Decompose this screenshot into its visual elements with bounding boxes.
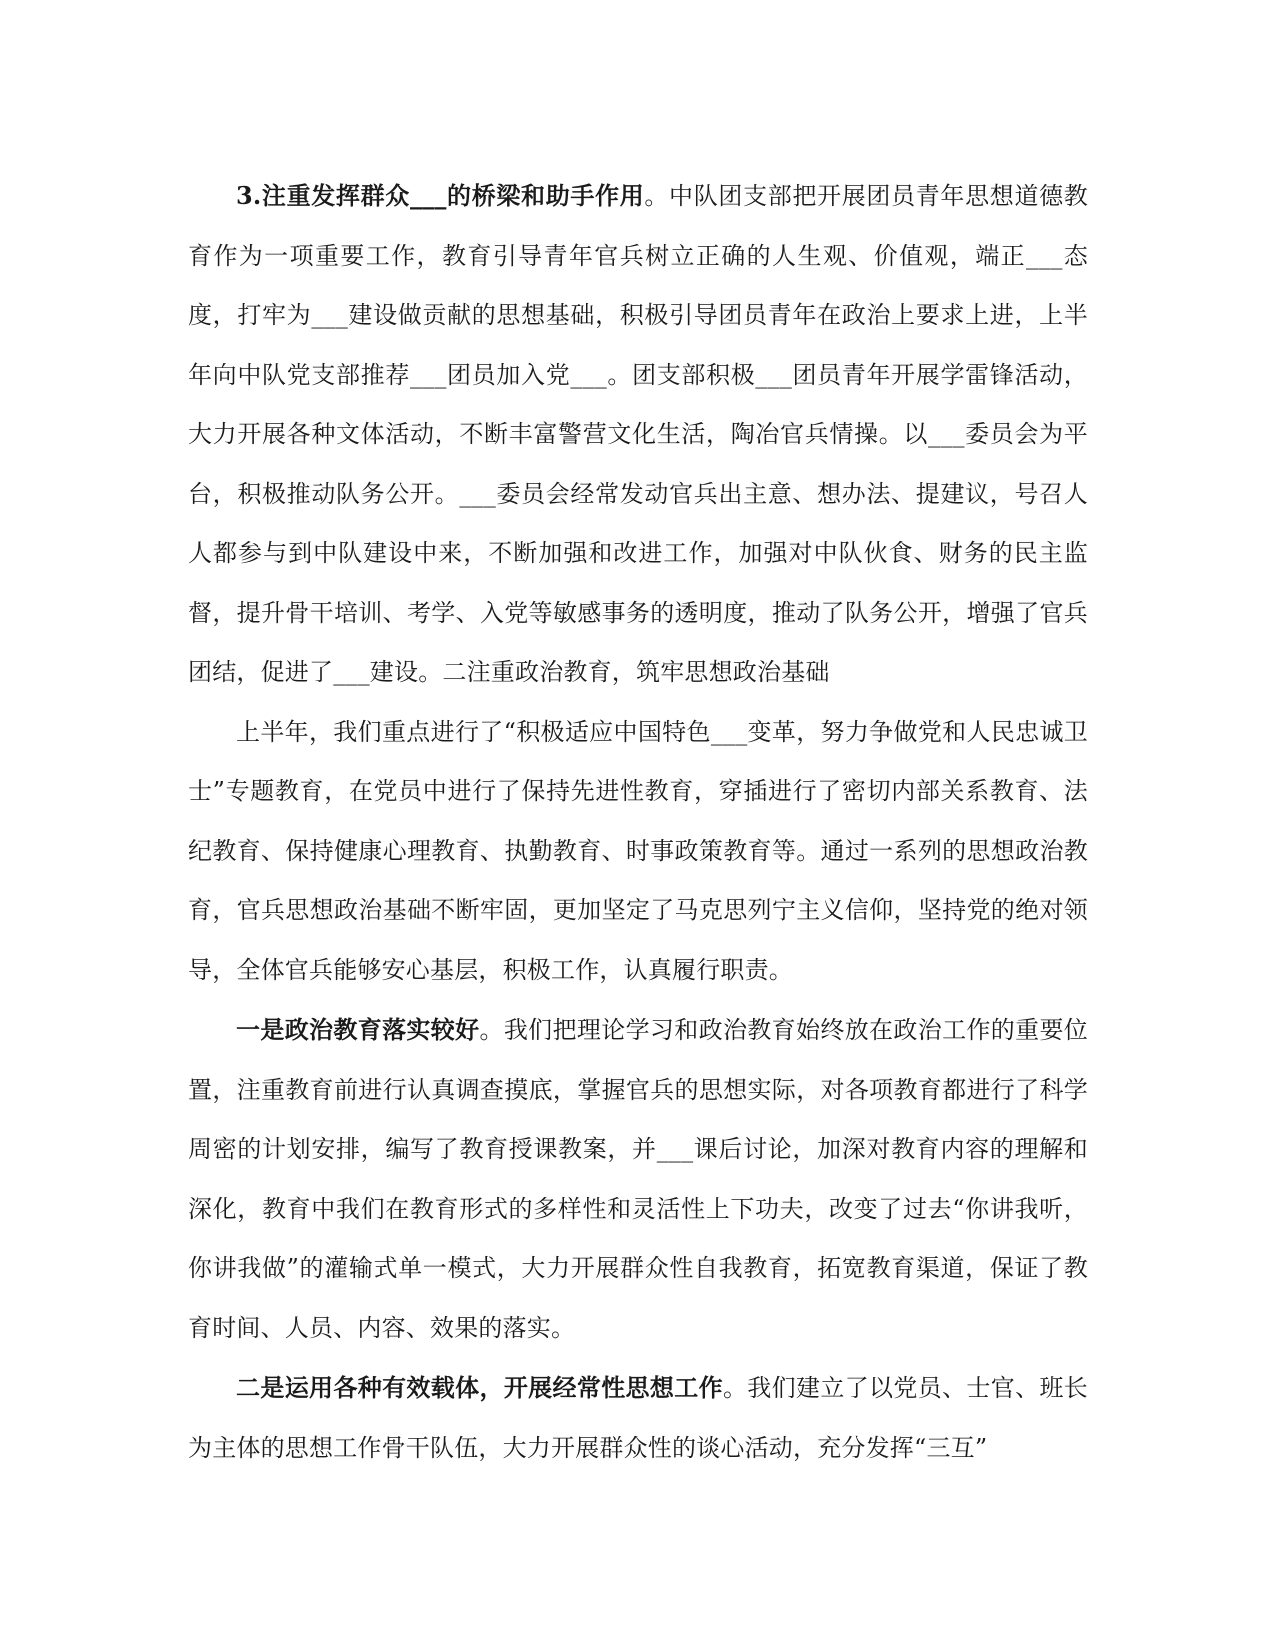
paragraph-4-text: 。我们建立了以党员、士官、班长为主体的思想工作骨干队伍，大力开展群众性的谈心活动，充分发挥“三互” — [188, 1374, 1089, 1462]
paragraph-1-heading: 3.注重发挥群众___的桥梁和助手作用 — [236, 181, 645, 210]
paragraph-3-text: 。我们把理论学习和政治教育始终放在政治工作的重要位置，注重教育前进行认真调查摸底，掌握官兵的思想实际，对各项教育都进行了科学周密的计划安排，编写了教育授课教案，并___课后讨论，加深对教育内容的理解和深化，教育中我们在教育形式的多样性和灵活性上下功夫，改变了过去“你讲我听，你讲我做”的灌输式单一模式，大力开展群众性自我教育，拓宽教育渠道，保证了教育时间、人员、内容、效果的落实。 — [188, 1016, 1089, 1342]
paragraph-2-text: 上半年，我们重点进行了“积极适应中国特色___变革，努力争做党和人民忠诚卫士”专题教育，在党员中进行了保持先进性教育，穿插进行了密切内部关系教育、法纪教育、保持健康心理教育、执勤教育、时事政策教育等。通过一系列的思想政治教育，官兵思想政治基础不断牢固，更加坚定了马克思列宁主义信仰，坚持党的绝对领导，全体官兵能够安心基层，积极工作，认真履行职责。 — [188, 717, 1088, 984]
paragraph-2 — [188, 703, 1088, 1001]
paragraph-4 — [188, 1358, 1088, 1478]
paragraph-3 — [188, 1000, 1088, 1358]
paragraph-3-heading: 一是政治教育落实较好 — [236, 1015, 480, 1044]
paragraph-1-text: 。中队团支部把开展团员青年思想道德教育作为一项重要工作，教育引导青年官兵树立正确的人生观、价值观，端正___态度，打牢为___建设做贡献的思想基础，积极引导团员青年在政治上要求上进，上半年向中队党支部推荐___团员加入党___。团支部积极___团员青年开展学雷锋活动，大力开展各种文体活动，不断丰富警营文化生活，陶冶官兵情操。以___委员会为平台，积极推动队务公开。___委员会经常发动官兵出主意、想办法、提建议，号召人人都参与到中队建设中来，不断加强和改进工作，加强对中队伙食、财务的民主监督，提升骨干培训、考学、入党等敏感事务的透明度，推动了队务公开，增强了官兵团结，促进了___建设。二注重政治教育，筑牢思想政治基础 — [188, 182, 1088, 686]
paragraph-4-heading: 二是运用各种有效载体，开展经常性思想工作 — [236, 1373, 723, 1402]
document-body — [188, 166, 1088, 1478]
paragraph-1 — [188, 166, 1088, 703]
